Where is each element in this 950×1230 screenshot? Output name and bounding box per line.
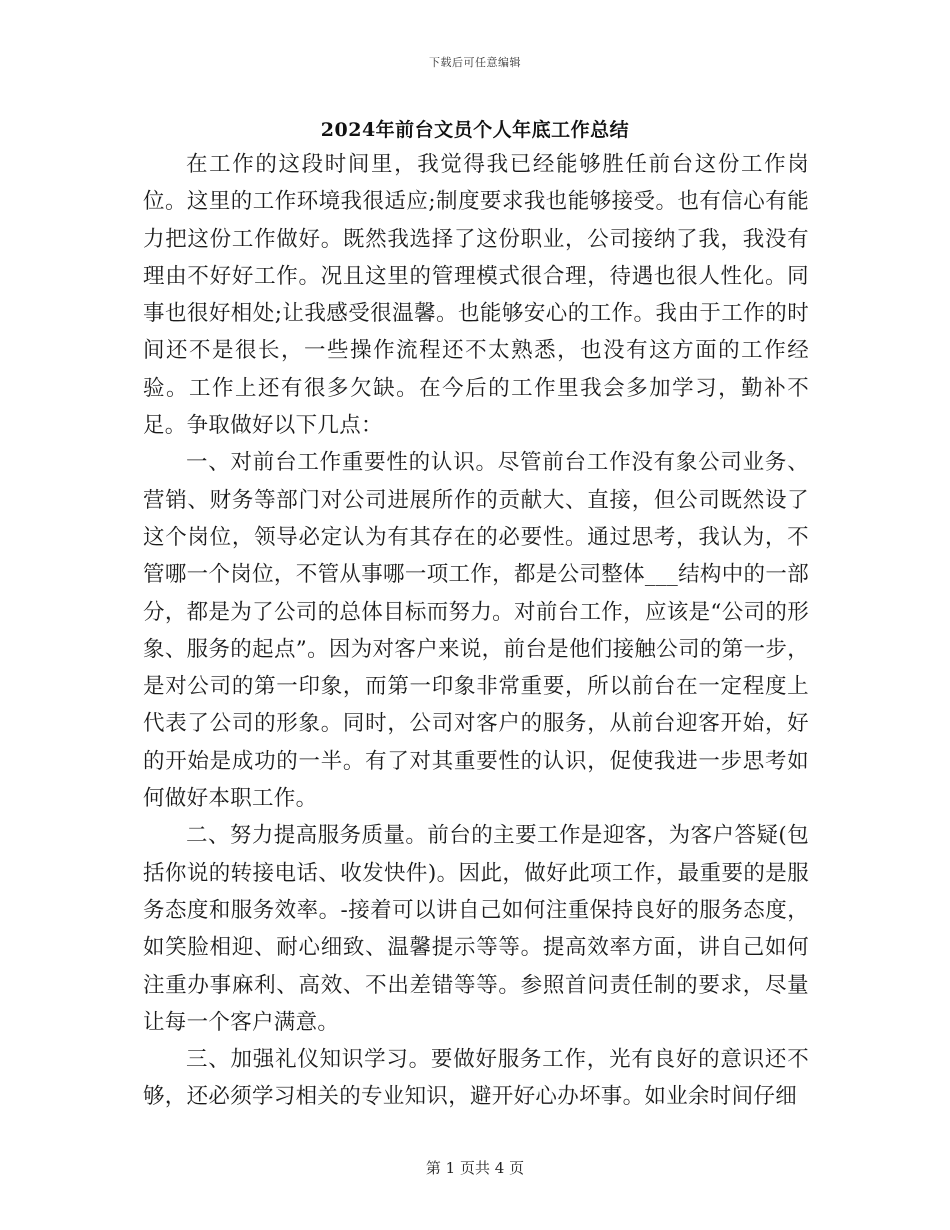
document-title: 2024年前台文员个人年底工作总结: [320, 119, 630, 141]
paragraph-point-3: 三、加强礼仪知识学习。要做好服务工作，光有良好的意识还不够，还必须学习相关的专业知识，避开好心办坏事。如业余时间仔细: [143, 1047, 809, 1110]
paragraph-point-1: 一、对前台工作重要性的认识。尽管前台工作没有象公司业务、营销、财务等部门对公司进展所作的贡献大、直接，但公司既然设了这个岗位，领导必定认为有其存在的必要性。通过思考，我认为，不管哪一个岗位，不管从事哪一项工作，都是公司整体___结构中的一部分，都是为了公司的总体目标而努力。对前台工作，应该是“公司的形象、服务的起点”。因为对客户来说，前台是他们接触公司的第一步，是对公司的第一印象，而第一印象非常重要，所以前台在一定程度上代表了公司的形象。同时，公司对客户的服务，从前台迎客开始，好的开始是成功的一半。有了对其重要性的认识，促使我进一步思考如何做好本职工作。: [143, 450, 809, 812]
page-header-note: 下载后可任意编辑: [429, 56, 521, 69]
paragraph-point-2: 二、努力提高服务质量。前台的主要工作是迎客，为客户答疑(包括你说的转接电话、收发快件)。因此，做好此项工作，最重要的是服务态度和服务效率。-接着可以讲自己如何注重保持良好的服务态度，如笑脸相迎、耐心细致、温馨提示等等。提高效率方面，讲自己如何注重办事麻利、高效、不出差错等等。参照首问责任制的要求，尽量让每一个客户满意。: [143, 823, 809, 1035]
paragraph-intro: 在工作的这段时间里，我觉得我已经能够胜任前台这份工作岗位。这里的工作环境我很适应;制度要求我也能够接受。也有信心有能力把这份工作做好。既然我选择了这份职业，公司接纳了我，我没有理由不好好工作。况且这里的管理模式很合理，待遇也很人性化。同事也很好相处;让我感受很温馨。也能够安心的工作。我由于工作的时间还不是很长，一些操作流程还不太熟悉，也没有这方面的工作经验。工作上还有很多欠缺。在今后的工作里我会多加学习，勤补不足。争取做好以下几点：: [143, 152, 809, 439]
page-number-footer: 第 1 页共 4 页: [425, 1159, 525, 1177]
document-body: [143, 146, 809, 1116]
